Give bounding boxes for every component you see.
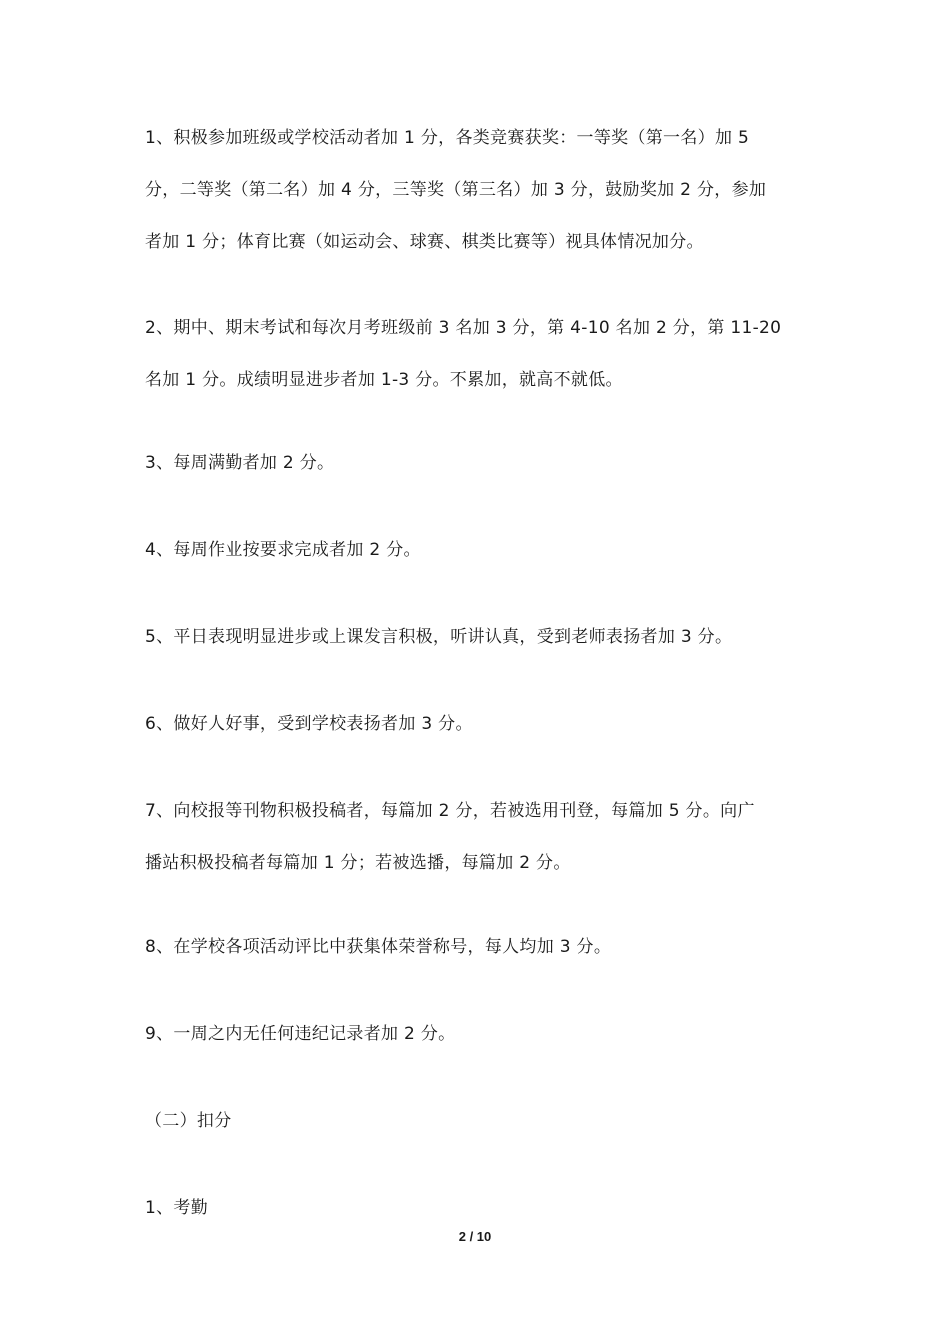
section-heading (145, 1107, 232, 1136)
paragraph-5 (145, 623, 732, 652)
page-indicator: 2 / 10 (458, 1229, 492, 1244)
text-line: 1、积极参加班级或学校活动者加 1 分，各类竞赛获奖：一等奖（第一名）加 5 (145, 128, 750, 148)
text-line: 5、平日表现明显进步或上课发言积极，听讲认真，受到老师表扬者加 3 分。 (145, 627, 733, 647)
paragraph-9 (145, 1020, 455, 1049)
text-line: 9、一周之内无任何违纪记录者加 2 分。 (145, 1024, 456, 1044)
text-line: 4、每周作业按要求完成者加 2 分。 (145, 540, 421, 560)
text-line: 1、考勤 (145, 1198, 209, 1218)
text-line: 播站积极投稿者每篇加 1 分；若被选播，每篇加 2 分。 (145, 853, 571, 873)
text-line: （二）扣分 (145, 1111, 232, 1131)
paragraph-4 (145, 536, 421, 565)
text-line: 6、做好人好事，受到学校表扬者加 3 分。 (145, 714, 473, 734)
text-line: 名加 1 分。成绩明显进步者加 1-3 分。不累加，就高不就低。 (145, 370, 623, 390)
paragraph-3 (145, 449, 334, 478)
paragraph-2 (145, 314, 781, 395)
text-line: 分，二等奖（第二名）加 4 分，三等奖（第三名）加 3 分，鼓励奖加 2 分，参加 (145, 180, 767, 200)
text-line: 8、在学校各项活动评比中获集体荣誉称号，每人均加 3 分。 (145, 937, 612, 957)
paragraph-7 (145, 797, 755, 878)
text-line: 者加 1 分；体育比赛（如运动会、球赛、棋类比赛等）视具体情况加分。 (145, 232, 704, 252)
paragraph-8 (145, 933, 611, 962)
paragraph-1 (145, 124, 766, 257)
text-line: 3、每周满勤者加 2 分。 (145, 453, 335, 473)
paragraph-6 (145, 710, 473, 739)
paragraph-10 (145, 1194, 208, 1223)
text-line: 2、期中、期末考试和每次月考班级前 3 名加 3 分，第 4-10 名加 2 分，第 11-20 (145, 318, 782, 338)
text-line: 7、向校报等刊物积极投稿者，每篇加 2 分，若被选用刊登，每篇加 5 分。向广 (145, 801, 755, 821)
